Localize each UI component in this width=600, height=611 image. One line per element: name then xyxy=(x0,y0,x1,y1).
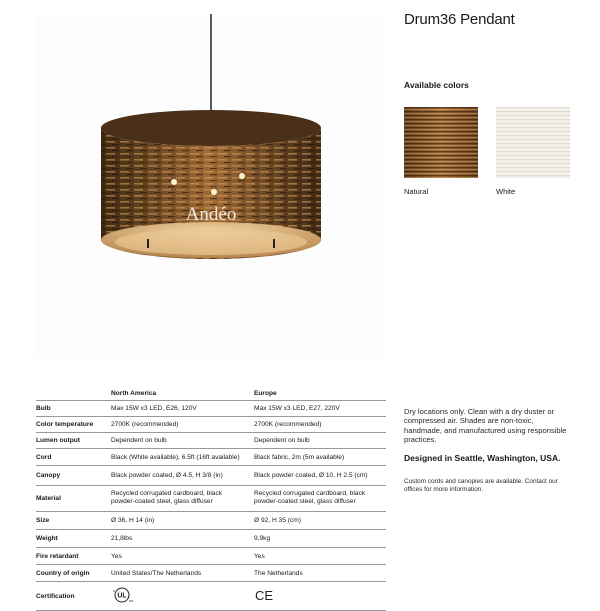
spec-label: Color temperature xyxy=(36,421,94,428)
spec-row-weight xyxy=(36,530,386,548)
spec-value-eu: Yes xyxy=(254,553,265,560)
spec-value-na: Max 15W x3 LED, E26, 120V xyxy=(111,405,197,412)
spec-row-color-temperature xyxy=(36,417,386,433)
spec-value-eu xyxy=(254,587,386,606)
pendant-lamp-illustration xyxy=(36,14,386,359)
svg-text:UL: UL xyxy=(117,592,127,600)
ce-certification-icon xyxy=(254,587,276,603)
spec-value-eu: Black fabric, 2m (5m available) xyxy=(254,454,345,461)
product-photo xyxy=(36,14,386,359)
spec-label: Country of origin xyxy=(36,570,90,577)
spec-value-na: Yes xyxy=(111,553,122,560)
spec-value-na: Dependent on bulb xyxy=(111,437,167,444)
spec-row-cord xyxy=(36,449,386,466)
spec-value-na: Black powder coated, Ø 4.5, H 3/8 (in) xyxy=(111,472,223,479)
spec-label: Certification xyxy=(36,593,75,600)
spec-label: Material xyxy=(36,495,61,502)
spec-table xyxy=(36,386,386,611)
spec-row-bulb xyxy=(36,401,386,417)
color-label-natural: Natural xyxy=(404,187,429,196)
care-description: Dry locations only. Clean with a dry duster or compressed air. Shades are non-toxic, handmade, and manufactured using responsible practices. xyxy=(404,407,567,444)
spec-row-size xyxy=(36,512,386,530)
spec-value-eu: Max 15W x3 LED, E27, 220V xyxy=(254,405,340,412)
color-label-white: White xyxy=(496,187,516,196)
designed-in: Designed in Seattle, Washington, USA. xyxy=(404,453,561,463)
spec-row-canopy xyxy=(36,466,386,486)
spec-value-na: Recycled corrugated cardboard, black powder-coated steel, glass diffuser xyxy=(111,490,223,505)
color-swatch-white[interactable] xyxy=(496,107,570,178)
svg-text:c: c xyxy=(113,588,115,593)
spec-value-na: 2700K (recommended) xyxy=(111,421,179,428)
spec-value-eu: The Netherlands xyxy=(254,570,303,577)
spec-value-eu: Recycled corrugated cardboard, black powder-coated steel, glass diffuser xyxy=(254,490,366,505)
spec-row-material xyxy=(36,486,386,512)
spec-label: Cord xyxy=(36,454,52,461)
svg-text:us: us xyxy=(129,598,133,603)
spec-row-certification xyxy=(36,582,386,611)
spec-label: Fire retardant xyxy=(36,553,79,560)
spec-value-na: Ø 36, H 14 (in) xyxy=(111,517,155,524)
svg-text:CE: CE xyxy=(255,588,274,603)
spec-value-eu: 9,9kg xyxy=(254,535,271,542)
spec-label: Weight xyxy=(36,535,58,542)
spec-value-na: United States/The Netherlands xyxy=(111,570,202,577)
color-swatch-natural[interactable] xyxy=(404,107,478,178)
spec-row-fire-retardant xyxy=(36,548,386,565)
spec-label: Lumen output xyxy=(36,437,80,444)
spec-value-na: 21,8lbs xyxy=(111,535,133,542)
custom-options-note: Custom cords and canopies are available. Contact our offices for more information. xyxy=(404,478,558,493)
spec-label: Size xyxy=(36,517,50,524)
spec-table-header xyxy=(36,386,386,401)
spec-label: Canopy xyxy=(36,472,61,479)
spec-value-na: Black (White available), 6.5ft (16ft available) xyxy=(111,454,240,461)
spec-row-country-of-origin xyxy=(36,565,386,582)
spec-label: Bulb xyxy=(36,405,51,412)
ul-certification-icon xyxy=(111,587,133,603)
spec-value-eu: Black powder coated, Ø 10, H 2.5 (cm) xyxy=(254,472,368,479)
column-north-america: North America xyxy=(111,390,157,397)
column-europe: Europe xyxy=(254,390,277,397)
product-title: Drum36 Pendant xyxy=(404,11,515,28)
spec-value-eu: 2700K (recommended) xyxy=(254,421,322,428)
spec-value-eu: Dependent on bulb xyxy=(254,437,310,444)
spec-value-na xyxy=(111,587,246,606)
spec-value-eu: Ø 92, H 35 (cm) xyxy=(254,517,301,524)
spec-row-lumen-output xyxy=(36,433,386,449)
photo-watermark: Andéo xyxy=(185,204,237,225)
colors-heading: Available colors xyxy=(404,80,469,90)
